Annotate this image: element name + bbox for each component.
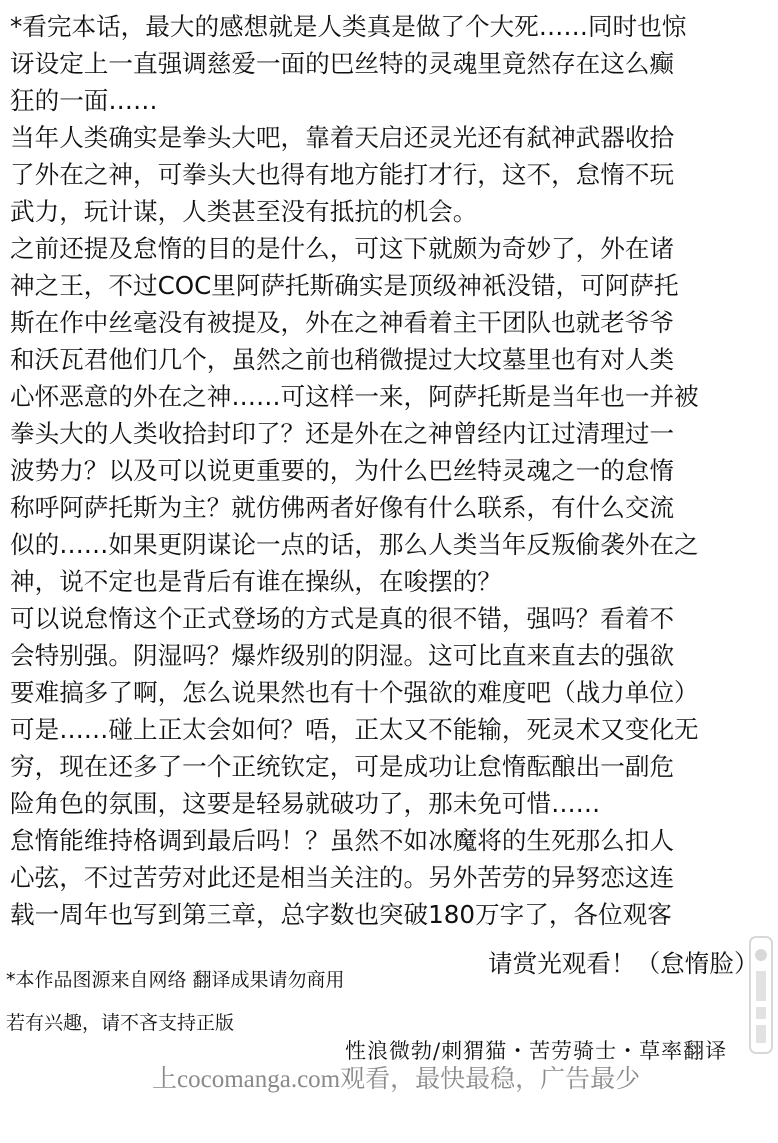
text-line: 载一周年也写到第三章，总字数也突破180万字了，各位观客 [10,900,672,929]
support-note: 若有兴趣，请不吝支持正版 [6,1012,235,1034]
text-line: 可是……碰上正太会如何？唔，正太又不能输，死灵术又变化无 [10,715,699,744]
text-line: 怠惰能维持格调到最后吗！？虽然不如冰魔将的生死那么扣人 [10,826,675,855]
text-line: 心怀恶意的外在之神……可这样一来，阿萨托斯是当年也一并被 [10,382,699,411]
body-text [10,8,778,933]
text-line: 穷，现在还多了一个正统钦定，可是成功让怠惰酝酿出一副危 [10,752,675,781]
text-line: 拳头大的人类收拾封印了？还是外在之神曾经内讧过清理过一 [10,419,675,448]
text-line: 称呼阿萨托斯为主？就仿佛两者好像有什么联系，有什么交流 [10,493,675,522]
text-line: 狂的一面…… [10,86,158,115]
text-line: 神，说不定也是背后有谁在操纵，在唆摆的？ [10,567,502,596]
text-line: 当年人类确实是拳头大吧，靠着天启还灵光还有弑神武器收拾 [10,123,675,152]
text-line: 之前还提及怠惰的目的是什么，可这下就颇为奇妙了，外在诸 [10,234,675,263]
text-line: 波势力？以及可以说更重要的，为什么巴丝特灵魂之一的怠惰 [10,456,675,485]
text-line: 神之王，不过COC里阿萨托斯确实是顶级神祇没错，可阿萨托 [10,271,679,300]
text-line: 了外在之神，可拳头大也得有地方能打才行，这不，怠惰不玩 [10,160,675,189]
text-line: 心弦，不过苦劳对此还是相当关注的。另外苦劳的异努恋这连 [10,863,675,892]
text-line: 可以说怠惰这个正式登场的方式是真的很不错，强吗？看着不 [10,604,675,633]
text-line: 险角色的氛围，这要是轻易就破功了，那未免可惜…… [10,789,601,818]
text-line: 会特别强。阴湿吗？爆炸级别的阴湿。这可比直来直去的强欲 [10,641,675,670]
watermark-logo-icon [746,935,776,1055]
closing-line: 请赏光观看！（怠惰脸） [488,949,759,978]
text-line: *看完本话，最大的感想就是人类真是做了个大死……同时也惊 [10,12,687,41]
text-line: 斯在作中丝毫没有被提及，外在之神看着主干团队也就老爷爷 [10,308,675,337]
site-watermark: 上cocomanga.com观看，最快最稳，广告最少 [152,1066,641,1093]
source-note: *本作品图源来自网络 翻译成果请勿商用 [6,969,345,991]
text-line: 似的……如果更阴谋论一点的话，那么人类当年反叛偷袭外在之 [10,530,699,559]
text-line: 和沃瓦君他们几个，虽然之前也稍微提过大坟墓里也有对人类 [10,345,675,374]
translator-credits: 性浪微勃/刺猬猫・苦劳骑士・草率翻译 [345,1039,728,1063]
text-line: 讶设定上一直强调慈爱一面的巴丝特的灵魂里竟然存在这么癫 [10,49,675,78]
text-line: 武力，玩计谋，人类甚至没有抵抗的机会。 [10,197,478,226]
text-line: 要难搞多了啊，怎么说果然也有十个强欲的难度吧（战力单位） [10,678,699,707]
